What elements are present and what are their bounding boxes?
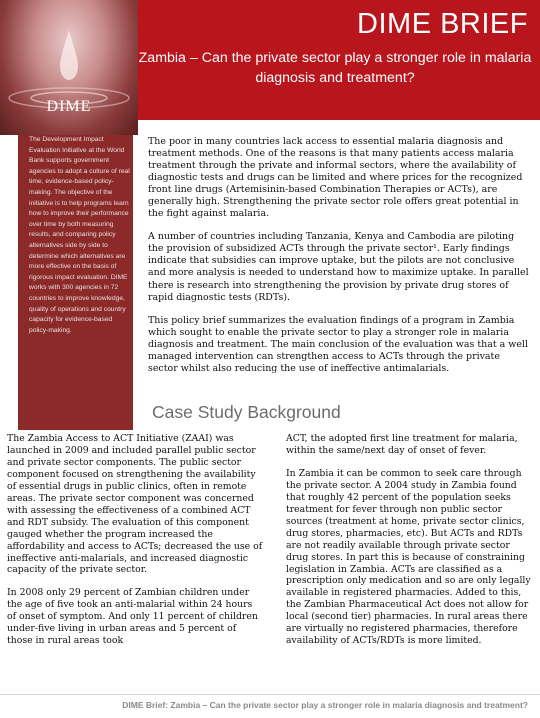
brief-subtitle: Zambia – Can the private sector play a stronger role in malaria diagnosis and treatment?: [138, 50, 532, 86]
body-paragraph: The Zambia Access to ACT Initiative (ZAAI) was launched in 2009 and included parallel public sector and private sector components. The public sector component focused on strengthening the availability of essential drugs in public clinics, often in remote areas. The private sector component was concerned with assessing the effectiveness of a combined ACT and RDT subsidy. The evaluation of this component gauged whether the program increased the affordability and access to ACTs; decreased the use of ineffective anti-malarials, and increased diagnostic capacity of the private sector.: [7, 433, 263, 576]
sidebar-description: The Development Impact Evaluation Initiative at the World Bank supports government agencies to adopt a culture of real time, evidence-based policy-making. The objective of the initiative is to help programs learn how to improve their performance over time by both measuring results, and comparing policy alternatives side by side to determine which alternatives are more effective on the basis of rigorous impact evaluation. DIME works with 300 agencies in 72 countries to improve knowledge, quality of operations and country capacity for evidence-based policy-making.: [29, 136, 130, 334]
left-column: [7, 433, 263, 658]
body-paragraph: In 2008 only 29 percent of Zambian children under the age of five took an anti-malarial within 24 hours of onset of symptom. And only 11 percent of children under-five living in urban areas and 5 percent of those in rural areas took: [7, 587, 258, 647]
intro-section: [148, 136, 532, 386]
right-column: [286, 433, 532, 658]
section-heading: Case Study Background: [152, 402, 341, 422]
brief-title: DIME BRIEF: [357, 8, 528, 40]
page-footer: DIME Brief: Zambia – Can the private sector play a stronger role in malaria diagnosis and treatment?: [122, 700, 528, 710]
body-paragraph: In Zambia it can be common to seek care through the private sector. A 2004 study in Zambia found that roughly 42 percent of the population seeks treatment for fever through non public sector sources (treatment at home, private sector clinics, drug stores, pharmacies, etc). But ACTs and RDTs are not readily available through private sector drug stores. In part this is because of constraining legislation in Zambia. ACTs are classified as a prescription only medication and so are only legally available in registered pharmacies. Added to this, the Zambian Pharmaceutical Act does not allow for local (second tier) pharmacies. In rural areas there are virtually no registered pharmacies, therefore availability of ACTs/RDTs is more limited.: [286, 467, 531, 647]
title-banner: [138, 0, 540, 120]
footer-divider: [0, 694, 540, 695]
body-paragraph: ACT, the adopted first line treatment for malaria, within the same/next day of onset of fever.: [286, 433, 518, 456]
intro-paragraph: The poor in many countries lack access to essential malaria diagnosis and treatment methods. One of the reasons is that many patients access malaria treatment through the private and informal sectors, where the availability of diagnostic tests and drugs can be limited and where prices for the recognized front line drugs (Artemisinin-based Combination Therapies or ACTs), are generally high. Strengthening the private sector role offers great potential in the fight against malaria.: [148, 136, 523, 220]
intro-paragraph: A number of countries including Tanzania, Kenya and Cambodia are piloting the provision of subsidized ACTs through the private sector¹. Early findings indicate that subsidies can improve uptake, but the pilots are not conclusive and more analysis is needed to understand how to maximize uptake. In parallel there is research into strengthening the provision by private drug stores of rapid diagnostic tests (RDTs).: [148, 231, 529, 303]
dime-logo: DIME: [46, 98, 92, 115]
header-droplet-image: [0, 0, 138, 135]
intro-paragraph: This policy brief summarizes the evaluation findings of a program in Zambia which sought to enable the private sector to play a stronger role in malaria diagnosis and treatment. The main conclusion of the evaluation was that a well managed intervention can strengthen access to ACTs through the private sector whilst also reducing the use of ineffective antimalarials.: [148, 314, 528, 374]
